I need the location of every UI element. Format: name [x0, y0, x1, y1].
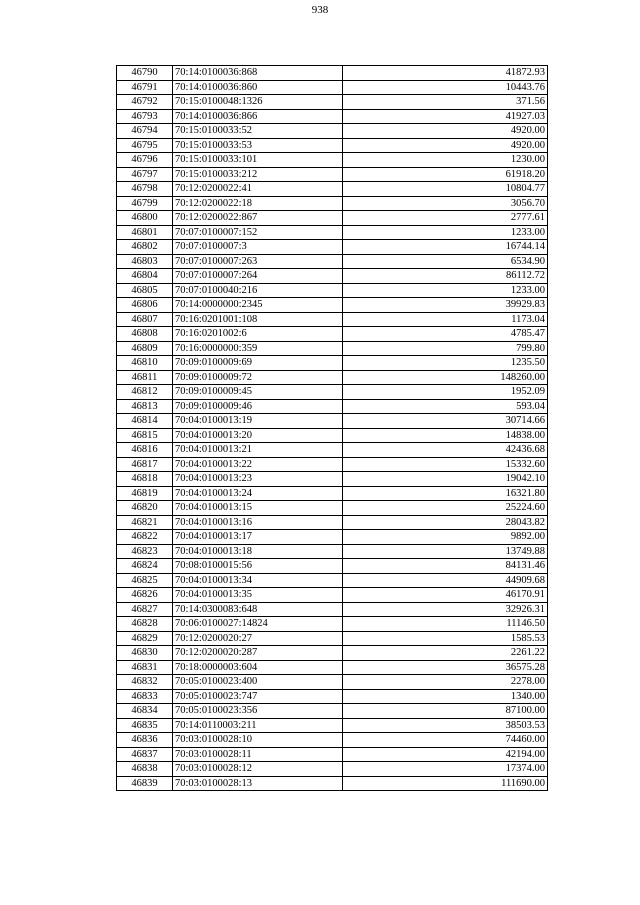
table-row — [117, 225, 548, 240]
value-cell: 1230.00 — [343, 153, 548, 168]
table-body — [117, 66, 548, 791]
row-number-cell: 46811 — [117, 370, 173, 385]
cadastral-number-cell: 70:15:0100033:212 — [173, 167, 343, 182]
row-number-cell: 46793 — [117, 109, 173, 124]
value-cell: 1585.53 — [343, 631, 548, 646]
table-row — [117, 66, 548, 81]
table-row — [117, 196, 548, 211]
table-row — [117, 762, 548, 777]
value-cell: 17374.00 — [343, 762, 548, 777]
table-row — [117, 704, 548, 719]
row-number-cell: 46798 — [117, 182, 173, 197]
table-row — [117, 559, 548, 574]
cadastral-number-cell: 70:14:0100036:868 — [173, 66, 343, 81]
row-number-cell: 46824 — [117, 559, 173, 574]
table-row — [117, 283, 548, 298]
cadastral-number-cell: 70:14:0100036:860 — [173, 80, 343, 95]
table-row — [117, 124, 548, 139]
value-cell: 2777.61 — [343, 211, 548, 226]
cadastral-number-cell: 70:12:0200022:867 — [173, 211, 343, 226]
cadastral-number-cell: 70:07:0100007:3 — [173, 240, 343, 255]
value-cell: 28043.82 — [343, 515, 548, 530]
value-cell: 2278.00 — [343, 675, 548, 690]
cadastral-number-cell: 70:15:0100033:53 — [173, 138, 343, 153]
row-number-cell: 46795 — [117, 138, 173, 153]
value-cell: 30714.66 — [343, 414, 548, 429]
value-cell: 38503.53 — [343, 718, 548, 733]
row-number-cell: 46790 — [117, 66, 173, 81]
row-number-cell: 46802 — [117, 240, 173, 255]
table-row — [117, 776, 548, 791]
value-cell: 44909.68 — [343, 573, 548, 588]
table-row — [117, 718, 548, 733]
row-number-cell: 46818 — [117, 472, 173, 487]
cadastral-number-cell: 70:16:0201002:6 — [173, 327, 343, 342]
value-cell: 15332.60 — [343, 457, 548, 472]
table-row — [117, 617, 548, 632]
cadastral-number-cell: 70:05:0100023:747 — [173, 689, 343, 704]
cadastral-number-cell: 70:14:0300083:648 — [173, 602, 343, 617]
value-cell: 4785.47 — [343, 327, 548, 342]
value-cell: 16321.80 — [343, 486, 548, 501]
row-number-cell: 46830 — [117, 646, 173, 661]
table-row — [117, 414, 548, 429]
table-row — [117, 515, 548, 530]
row-number-cell: 46800 — [117, 211, 173, 226]
value-cell: 4920.00 — [343, 124, 548, 139]
value-cell: 10804.77 — [343, 182, 548, 197]
row-number-cell: 46791 — [117, 80, 173, 95]
table-row — [117, 385, 548, 400]
cadastral-number-cell: 70:07:0100007:152 — [173, 225, 343, 240]
table-row — [117, 211, 548, 226]
row-number-cell: 46814 — [117, 414, 173, 429]
cadastral-number-cell: 70:16:0201001:108 — [173, 312, 343, 327]
table-row — [117, 138, 548, 153]
table-row — [117, 472, 548, 487]
value-cell: 87100.00 — [343, 704, 548, 719]
table-row — [117, 399, 548, 414]
table-row — [117, 341, 548, 356]
row-number-cell: 46801 — [117, 225, 173, 240]
table-row — [117, 80, 548, 95]
row-number-cell: 46838 — [117, 762, 173, 777]
value-cell: 1233.00 — [343, 225, 548, 240]
row-number-cell: 46825 — [117, 573, 173, 588]
row-number-cell: 46827 — [117, 602, 173, 617]
cadastral-number-cell: 70:12:0200022:18 — [173, 196, 343, 211]
row-number-cell: 46834 — [117, 704, 173, 719]
row-number-cell: 46819 — [117, 486, 173, 501]
value-cell: 74460.00 — [343, 733, 548, 748]
table-row — [117, 675, 548, 690]
row-number-cell: 46810 — [117, 356, 173, 371]
cadastral-number-cell: 70:05:0100023:400 — [173, 675, 343, 690]
cadastral-number-cell: 70:14:0100036:866 — [173, 109, 343, 124]
table-row — [117, 356, 548, 371]
cadastral-number-cell: 70:04:0100013:16 — [173, 515, 343, 530]
cadastral-number-cell: 70:04:0100013:24 — [173, 486, 343, 501]
table-row — [117, 733, 548, 748]
cadastral-number-cell: 70:08:0100015:56 — [173, 559, 343, 574]
cadastral-number-cell: 70:07:0100007:264 — [173, 269, 343, 284]
table-row — [117, 254, 548, 269]
value-cell: 84131.46 — [343, 559, 548, 574]
table-row — [117, 443, 548, 458]
table-row — [117, 689, 548, 704]
row-number-cell: 46817 — [117, 457, 173, 472]
table-row — [117, 486, 548, 501]
table-row — [117, 95, 548, 110]
value-cell: 11146.50 — [343, 617, 548, 632]
value-cell: 4920.00 — [343, 138, 548, 153]
value-cell: 2261.22 — [343, 646, 548, 661]
table-row — [117, 240, 548, 255]
table-row — [117, 646, 548, 661]
cadastral-number-cell: 70:09:0100009:69 — [173, 356, 343, 371]
cadastral-number-cell: 70:12:0200022:41 — [173, 182, 343, 197]
row-number-cell: 46807 — [117, 312, 173, 327]
cadastral-number-cell: 70:04:0100013:35 — [173, 588, 343, 603]
cadastral-number-cell: 70:04:0100013:17 — [173, 530, 343, 545]
value-cell: 10443.76 — [343, 80, 548, 95]
table-row — [117, 457, 548, 472]
value-cell: 61918.20 — [343, 167, 548, 182]
row-number-cell: 46813 — [117, 399, 173, 414]
cadastral-number-cell: 70:16:0000000:359 — [173, 341, 343, 356]
row-number-cell: 46808 — [117, 327, 173, 342]
cadastral-number-cell: 70:15:0100048:1326 — [173, 95, 343, 110]
row-number-cell: 46835 — [117, 718, 173, 733]
table-row — [117, 588, 548, 603]
cadastral-number-cell: 70:09:0100009:46 — [173, 399, 343, 414]
row-number-cell: 46799 — [117, 196, 173, 211]
table-row — [117, 631, 548, 646]
value-cell: 25224.60 — [343, 501, 548, 516]
cadastral-number-cell: 70:05:0100023:356 — [173, 704, 343, 719]
table-row — [117, 501, 548, 516]
value-cell: 36575.28 — [343, 660, 548, 675]
table-row — [117, 153, 548, 168]
value-cell: 39929.83 — [343, 298, 548, 313]
cadastral-number-cell: 70:09:0100009:45 — [173, 385, 343, 400]
row-number-cell: 46831 — [117, 660, 173, 675]
table-row — [117, 269, 548, 284]
value-cell: 1340.00 — [343, 689, 548, 704]
value-cell: 14838.00 — [343, 428, 548, 443]
cadastral-number-cell: 70:04:0100013:15 — [173, 501, 343, 516]
row-number-cell: 46828 — [117, 617, 173, 632]
cadastral-number-cell: 70:04:0100013:34 — [173, 573, 343, 588]
table-row — [117, 167, 548, 182]
row-number-cell: 46832 — [117, 675, 173, 690]
cadastral-number-cell: 70:15:0100033:101 — [173, 153, 343, 168]
table-row — [117, 370, 548, 385]
cadastral-number-cell: 70:03:0100028:12 — [173, 762, 343, 777]
value-cell: 46170.91 — [343, 588, 548, 603]
value-cell: 19042.10 — [343, 472, 548, 487]
cadastral-number-cell: 70:04:0100013:23 — [173, 472, 343, 487]
value-cell: 42194.00 — [343, 747, 548, 762]
value-cell: 42436.68 — [343, 443, 548, 458]
row-number-cell: 46794 — [117, 124, 173, 139]
value-cell: 86112.72 — [343, 269, 548, 284]
row-number-cell: 46839 — [117, 776, 173, 791]
value-cell: 13749.88 — [343, 544, 548, 559]
row-number-cell: 46812 — [117, 385, 173, 400]
value-cell: 371.56 — [343, 95, 548, 110]
value-cell: 1233.00 — [343, 283, 548, 298]
row-number-cell: 46823 — [117, 544, 173, 559]
value-cell: 1952.09 — [343, 385, 548, 400]
cadastral-number-cell: 70:12:0200020:27 — [173, 631, 343, 646]
row-number-cell: 46829 — [117, 631, 173, 646]
value-cell: 799.80 — [343, 341, 548, 356]
cadastral-number-cell: 70:03:0100028:11 — [173, 747, 343, 762]
row-number-cell: 46826 — [117, 588, 173, 603]
value-cell: 1173.04 — [343, 312, 548, 327]
row-number-cell: 46792 — [117, 95, 173, 110]
cadastral-number-cell: 70:07:0100007:263 — [173, 254, 343, 269]
cadastral-value-table — [116, 65, 548, 791]
cadastral-number-cell: 70:04:0100013:18 — [173, 544, 343, 559]
cadastral-number-cell: 70:03:0100028:10 — [173, 733, 343, 748]
cadastral-number-cell: 70:15:0100033:52 — [173, 124, 343, 139]
cadastral-number-cell: 70:04:0100013:22 — [173, 457, 343, 472]
row-number-cell: 46816 — [117, 443, 173, 458]
value-cell: 3056.70 — [343, 196, 548, 211]
table-row — [117, 109, 548, 124]
table-row — [117, 573, 548, 588]
cadastral-number-cell: 70:04:0100013:21 — [173, 443, 343, 458]
table-row — [117, 182, 548, 197]
value-cell: 593.04 — [343, 399, 548, 414]
value-cell: 111690.00 — [343, 776, 548, 791]
cadastral-number-cell: 70:14:0110003:211 — [173, 718, 343, 733]
cadastral-number-cell: 70:18:0000003:604 — [173, 660, 343, 675]
row-number-cell: 46815 — [117, 428, 173, 443]
value-cell: 6534.90 — [343, 254, 548, 269]
table-row — [117, 530, 548, 545]
table-row — [117, 312, 548, 327]
value-cell: 16744.14 — [343, 240, 548, 255]
row-number-cell: 46822 — [117, 530, 173, 545]
row-number-cell: 46806 — [117, 298, 173, 313]
table-row — [117, 747, 548, 762]
row-number-cell: 46803 — [117, 254, 173, 269]
row-number-cell: 46796 — [117, 153, 173, 168]
table-row — [117, 327, 548, 342]
table-row — [117, 298, 548, 313]
value-cell: 9892.00 — [343, 530, 548, 545]
row-number-cell: 46809 — [117, 341, 173, 356]
row-number-cell: 46820 — [117, 501, 173, 516]
page-number: 938 — [311, 4, 329, 16]
cadastral-number-cell: 70:12:0200020:287 — [173, 646, 343, 661]
table-row — [117, 602, 548, 617]
table-row — [117, 544, 548, 559]
cadastral-number-cell: 70:04:0100013:20 — [173, 428, 343, 443]
row-number-cell: 46804 — [117, 269, 173, 284]
row-number-cell: 46833 — [117, 689, 173, 704]
row-number-cell: 46836 — [117, 733, 173, 748]
cadastral-number-cell: 70:09:0100009:72 — [173, 370, 343, 385]
table-row — [117, 428, 548, 443]
value-cell: 1235.50 — [343, 356, 548, 371]
value-cell: 148260.00 — [343, 370, 548, 385]
row-number-cell: 46837 — [117, 747, 173, 762]
value-cell: 32926.31 — [343, 602, 548, 617]
row-number-cell: 46805 — [117, 283, 173, 298]
cadastral-number-cell: 70:07:0100040:216 — [173, 283, 343, 298]
cadastral-number-cell: 70:04:0100013:19 — [173, 414, 343, 429]
value-cell: 41927.03 — [343, 109, 548, 124]
value-cell: 41872.93 — [343, 66, 548, 81]
row-number-cell: 46821 — [117, 515, 173, 530]
cadastral-number-cell: 70:14:0000000:2345 — [173, 298, 343, 313]
row-number-cell: 46797 — [117, 167, 173, 182]
cadastral-number-cell: 70:03:0100028:13 — [173, 776, 343, 791]
table-row — [117, 660, 548, 675]
cadastral-number-cell: 70:06:0100027:14824 — [173, 617, 343, 632]
